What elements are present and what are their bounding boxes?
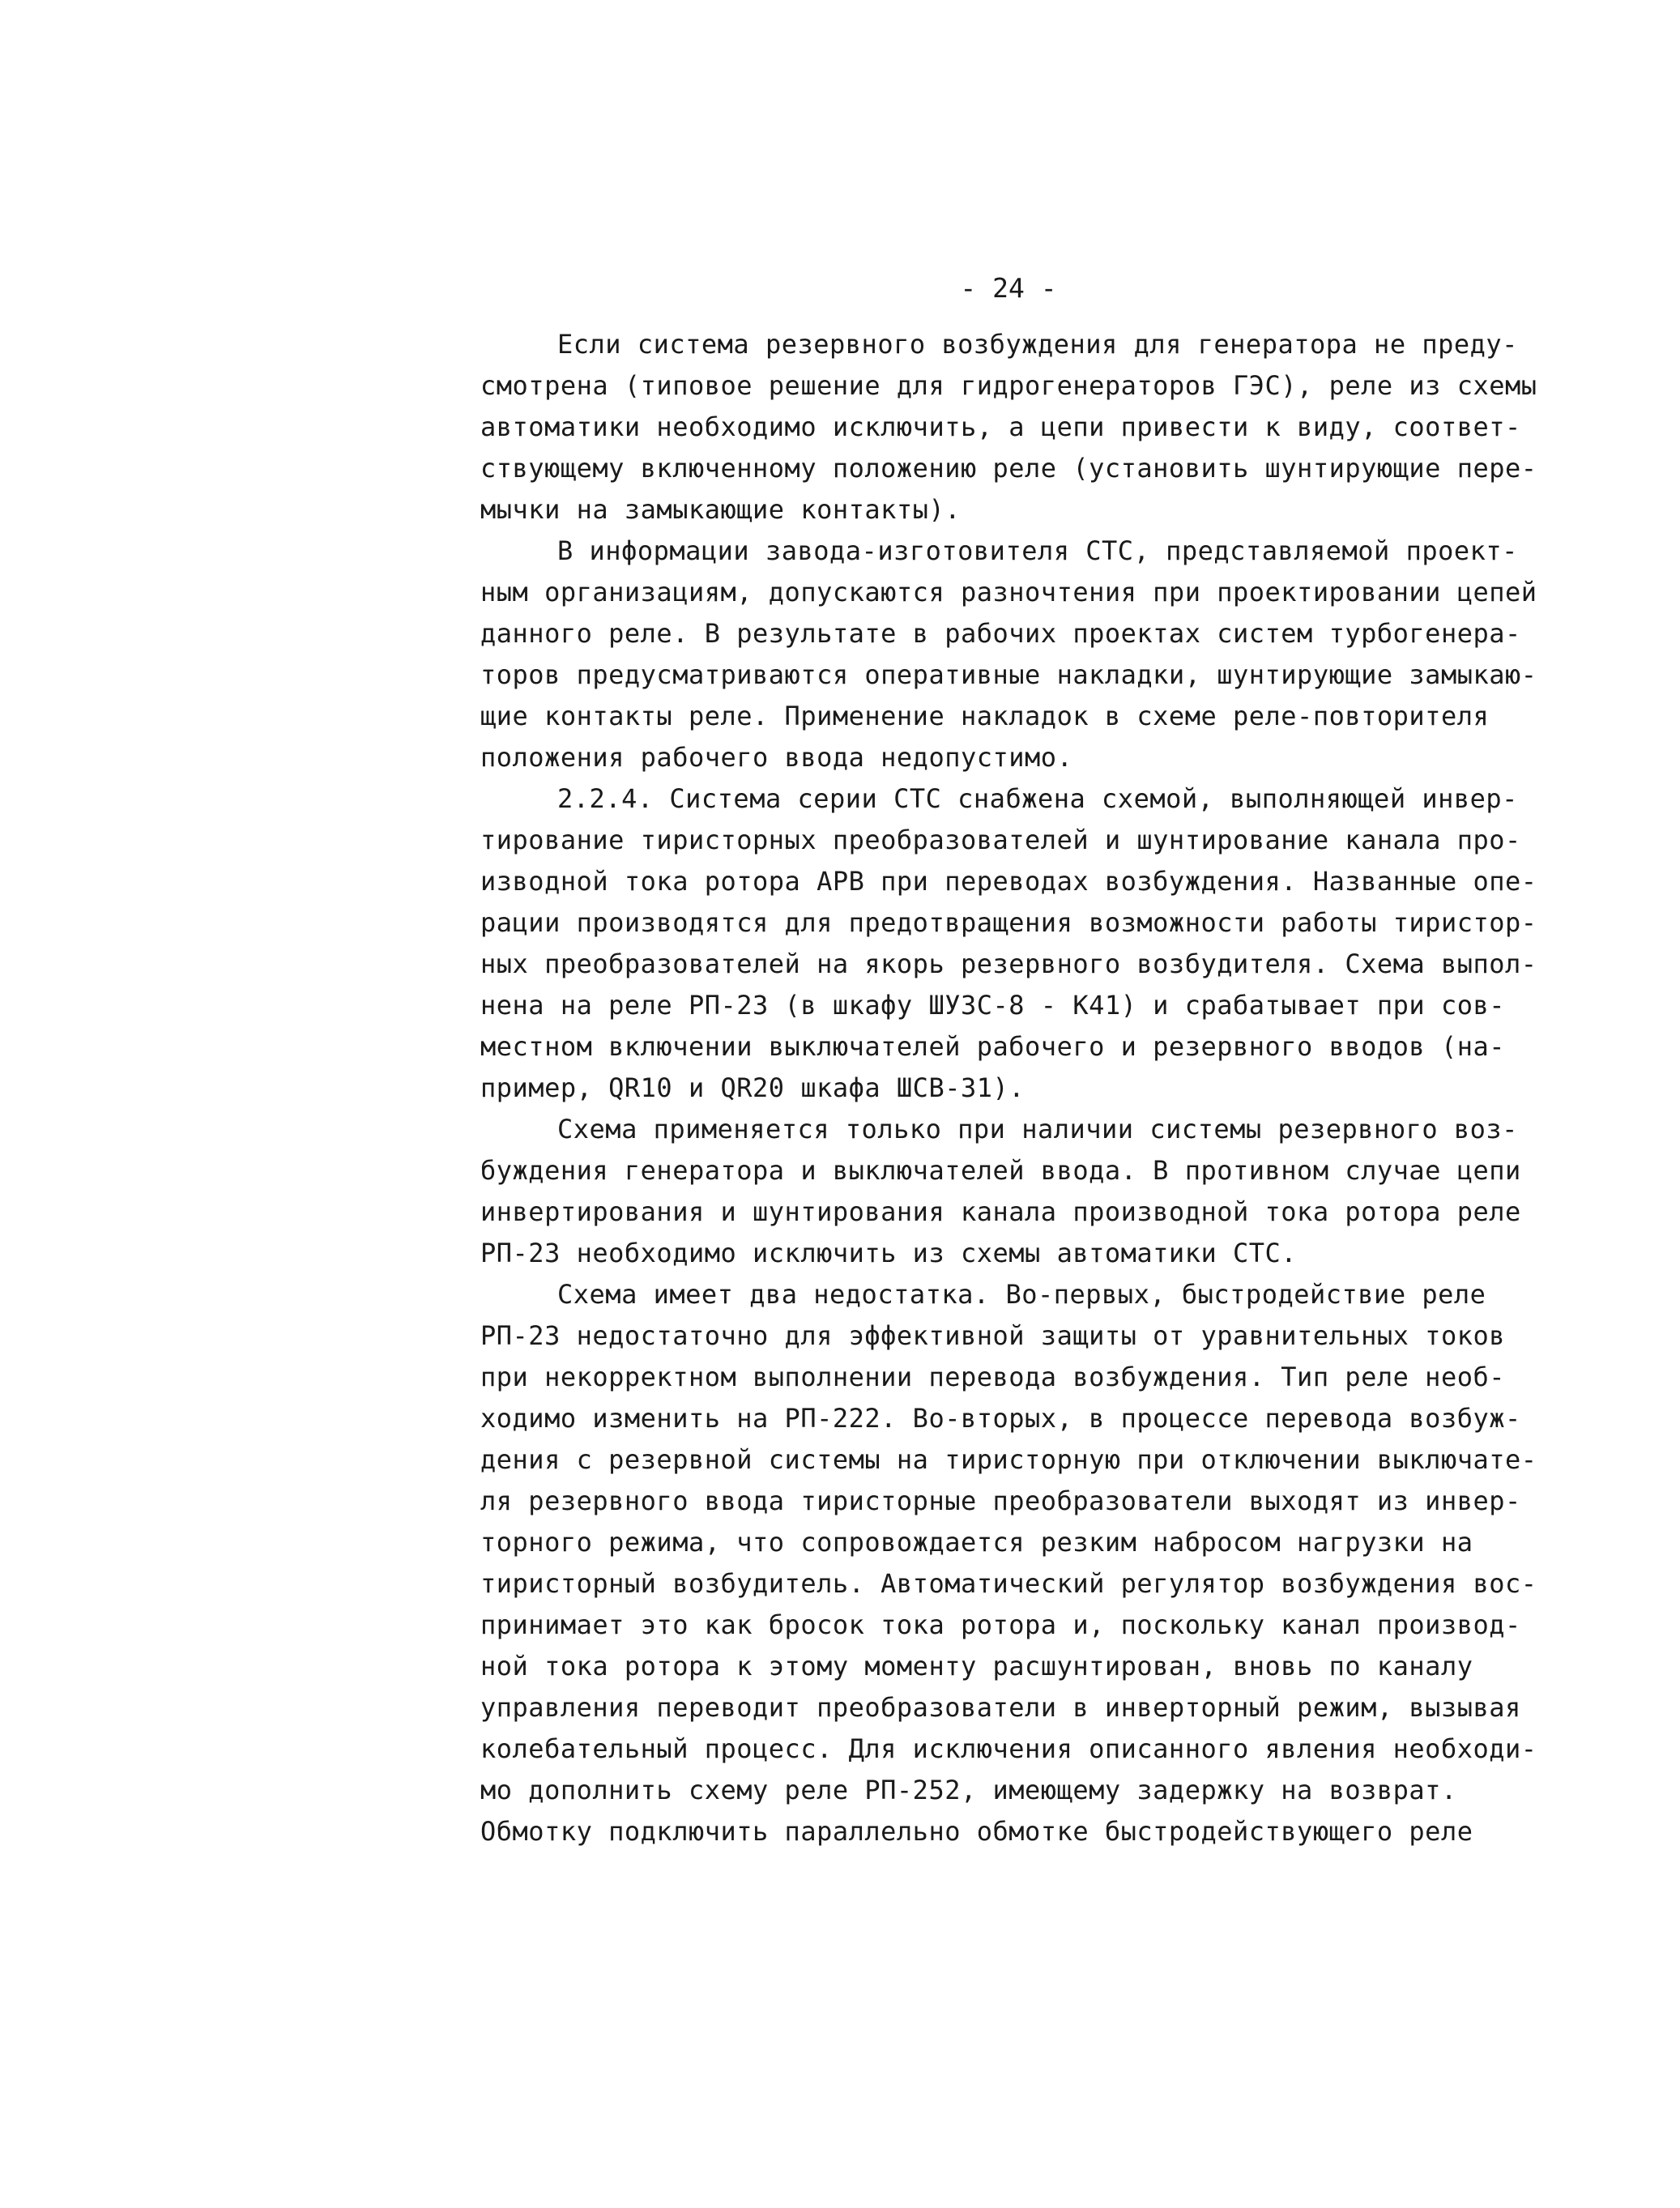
text-line: управления переводит преобразователи в инверторный режим, вызывая: [480, 1692, 1521, 1723]
text-line: смотрена (типовое решение для гидрогенераторов ГЭС), реле из схемы: [480, 370, 1537, 401]
text-line: ной тока ротора к этому моменту расшунтирован, вновь по каналу: [480, 1651, 1473, 1682]
paragraph-scheme-drawbacks: [480, 1274, 1566, 1852]
text-line: РП-23 недостаточно для эффективной защиты от уравнительных токов: [480, 1320, 1505, 1351]
text-line: торного режима, что сопровождается резким набросом нагрузки на: [480, 1527, 1473, 1558]
text-line: Обмотку подключить параллельно обмотке быстродействующего реле: [480, 1816, 1473, 1847]
text-line: РП-23 необходимо исключить из схемы автоматики СТС.: [480, 1238, 1298, 1268]
text-line: нена на реле РП-23 (в шкафу ШУЗС-8 - К41) и срабатывает при сов-: [480, 990, 1505, 1021]
text-line: местном включении выключателей рабочего и резервного вводов (на-: [480, 1031, 1505, 1062]
text-line: дения с резервной системы на тиристорную при отключении выключате-: [480, 1444, 1537, 1475]
paragraph-scheme-usage: [480, 1109, 1566, 1274]
text-line: буждения генератора и выключателей ввода. В противном случае цепи: [480, 1155, 1521, 1186]
text-line: щие контакты реле. Применение накладок в схеме реле-повторителя: [480, 701, 1490, 731]
text-line: Схема имеет два недостатка. Во-первых, быстродействие реле: [557, 1279, 1486, 1310]
text-line: мо дополнить схему реле РП-252, имеющему задержку на возврат.: [480, 1775, 1457, 1805]
text-line: ходимо изменить на РП-222. Во-вторых, в процессе перевода возбуж-: [480, 1403, 1521, 1434]
text-line: при некорректном выполнении перевода возбуждения. Тип реле необ-: [480, 1362, 1505, 1392]
paragraph-section-2-2-4: [480, 778, 1566, 1109]
text-line: положения рабочего ввода недопустимо.: [480, 742, 1073, 773]
text-line: автоматики необходимо исключить, а цепи привести к виду, соответ-: [480, 411, 1521, 442]
paragraph-system-reserve: [480, 324, 1566, 531]
text-line: рации производятся для предотвращения возможности работы тиристор-: [480, 907, 1537, 938]
text-line: данного реле. В результате в рабочих проектах систем турбогенера-: [480, 618, 1521, 649]
page-number: - 24 -: [960, 272, 1057, 304]
text-line: мычки на замыкающие контакты).: [480, 494, 961, 525]
text-line: торов предусматриваются оперативные накладки, шунтирующие замыкаю-: [480, 659, 1537, 690]
text-line: ным организациям, допускаются разночтения при проектировании цепей: [480, 577, 1537, 607]
text-line: В информации завода-изготовителя СТС, представляемой проект-: [557, 535, 1518, 566]
text-line: инвертирования и шунтирования канала производной тока ротора реле: [480, 1196, 1521, 1227]
text-line: тиристорный возбудитель. Автоматический регулятор возбуждения вос-: [480, 1568, 1537, 1599]
text-line: 2.2.4. Система серии СТС снабжена схемой, выполняющей инвер-: [557, 783, 1518, 814]
text-line: ля резервного ввода тиристорные преобразователи выходят из инвер-: [480, 1485, 1521, 1516]
text-line: изводной тока ротора АРВ при переводах возбуждения. Названные опе-: [480, 866, 1537, 897]
body-text: [480, 324, 1566, 1852]
text-line: принимает это как бросок тока ротора и, поскольку канал производ-: [480, 1609, 1521, 1640]
text-line: колебательный процесс. Для исключения описанного явления необходи-: [480, 1733, 1537, 1764]
paragraph-manufacturer-info: [480, 531, 1566, 778]
text-line: Схема применяется только при наличии системы резервного воз-: [557, 1114, 1518, 1144]
text-line: ствующему включенному положению реле (установить шунтирующие пере-: [480, 453, 1537, 484]
text-line: Если система резервного возбуждения для генератора не преду-: [557, 329, 1518, 360]
text-line: ных преобразователей на якорь резервного возбудителя. Схема выпол-: [480, 948, 1537, 979]
text-line: пример, QR10 и QR20 шкафа ШСВ-31).: [480, 1072, 1025, 1103]
text-line: тирование тиристорных преобразователей и шунтирование канала про-: [480, 825, 1521, 855]
